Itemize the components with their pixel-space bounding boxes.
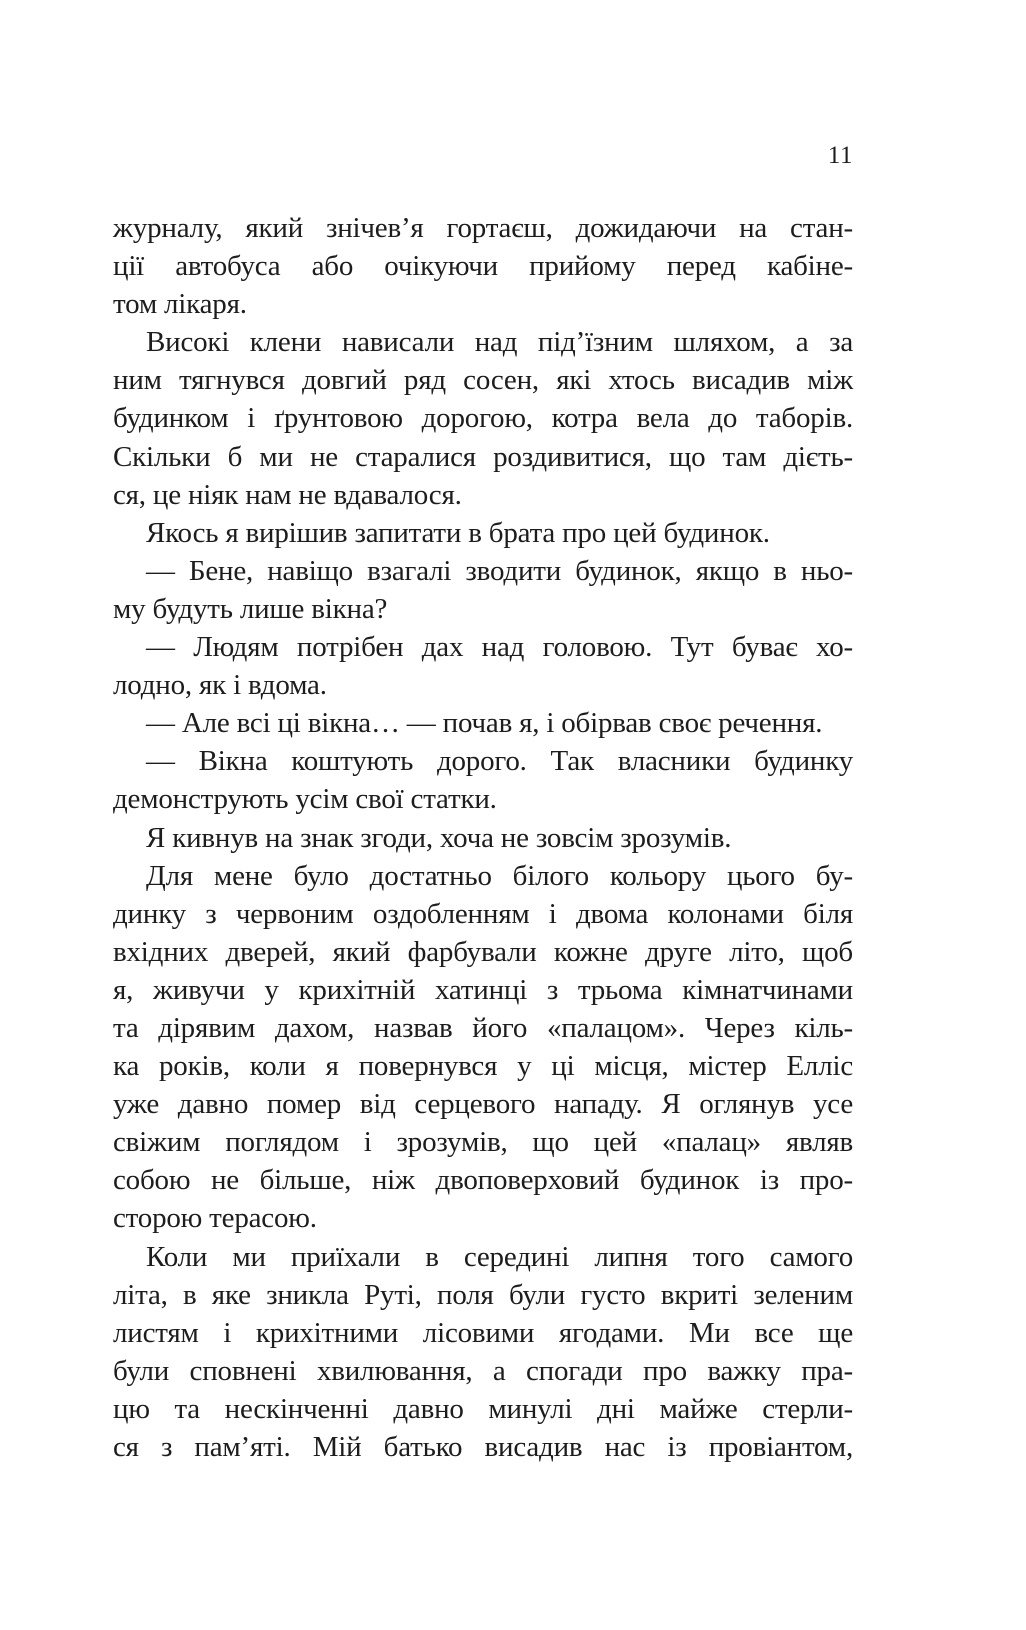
- text-line: свіжим поглядом і зрозумів, що цей «палац» являв: [113, 1126, 853, 1159]
- text-line: уже давно помер від серцевого нападу. Я оглянув усе: [113, 1088, 853, 1121]
- text-line: демонструють усім свої статки.: [113, 783, 497, 816]
- paragraph: [113, 323, 853, 513]
- text-line: — Вікна коштують дорого. Так власники будинку: [146, 745, 853, 778]
- text-line: журналу, який знічев’я гортаєш, дожидаючи на стан-: [113, 212, 853, 244]
- text-line: цю та нескінченні давно минулі дні майже стерли-: [113, 1392, 853, 1425]
- text-line: — Людям потрібен дах над головою. Тут буває хо-: [146, 631, 853, 664]
- paragraph: [113, 514, 853, 552]
- paragraph: [113, 628, 853, 704]
- paragraph: [113, 552, 853, 628]
- text-line: собою не більше, ніж двоповерховий будинок із про-: [113, 1164, 853, 1197]
- text-line: я, живучи у крихітній хатинці з трьома кімнатчинами: [113, 973, 853, 1006]
- text-line: лодно, як і вдома.: [113, 669, 327, 702]
- text-line: вхідних дверей, який фарбували кожне друге літо, щоб: [113, 935, 853, 968]
- text-line: Я кивнув на знак згоди, хоча не зовсім зрозумів.: [146, 821, 732, 854]
- text-line: динку з червоним оздобленням і двома колонами біля: [113, 897, 853, 930]
- text-line: листям і крихітними лісовими ягодами. Ми все ще: [113, 1316, 853, 1349]
- text-line: ка років, коли я повернувся у ці місця, містер Елліс: [113, 1050, 853, 1083]
- text-line: сторою терасою.: [113, 1202, 317, 1235]
- text-line: Якось я вирішив запитати в брата про цей будинок.: [146, 516, 770, 549]
- text-line: та дірявим дахом, назвав його «палацом». Через кіль-: [113, 1011, 853, 1044]
- text-line: Високі клени нависали над під’їзним шляхом, а за: [146, 326, 853, 359]
- paragraph: [113, 742, 853, 818]
- text-line: — Бене, навіщо взагалі зводити будинок, якщо в ньо-: [146, 554, 853, 587]
- paragraph: [113, 857, 853, 1238]
- paragraph: [113, 704, 853, 742]
- text-line: — Але всі ці вікна… — почав я, і обірвав своє речення.: [146, 707, 823, 740]
- text-line: Для мене було достатньо білого кольору цього бу-: [146, 859, 853, 892]
- page-number: 11: [827, 142, 853, 169]
- text-line: ції автобуса або очікуючи прийому перед кабіне-: [113, 250, 853, 283]
- text-line: ся з пам’яті. Мій батько висадив нас із провіантом,: [113, 1431, 853, 1463]
- text-line: Скільки б ми не старалися роздивитися, що там дієть-: [113, 440, 853, 473]
- text-line: були сповнені хвилювання, а спогади про важку пра-: [113, 1354, 853, 1387]
- page-text-block: [113, 209, 853, 1466]
- text-line: ним тягнувся довгий ряд сосен, які хтось висадив між: [113, 364, 853, 397]
- text-line: му будуть лише вікна?: [113, 592, 388, 625]
- paragraph: [113, 819, 853, 857]
- text-line: том лікаря.: [113, 288, 247, 321]
- text-line: літа, в яке зникла Руті, поля були густо вкриті зеленим: [113, 1278, 853, 1311]
- text-line: Коли ми приїхали в середині липня того самого: [146, 1240, 853, 1273]
- text-line: ся, це ніяк нам не вдавалося.: [113, 478, 462, 511]
- paragraph: [113, 1238, 853, 1467]
- paragraph: [113, 209, 853, 323]
- text-line: будинком і ґрунтовою дорогою, котра вела до таборів.: [113, 402, 853, 435]
